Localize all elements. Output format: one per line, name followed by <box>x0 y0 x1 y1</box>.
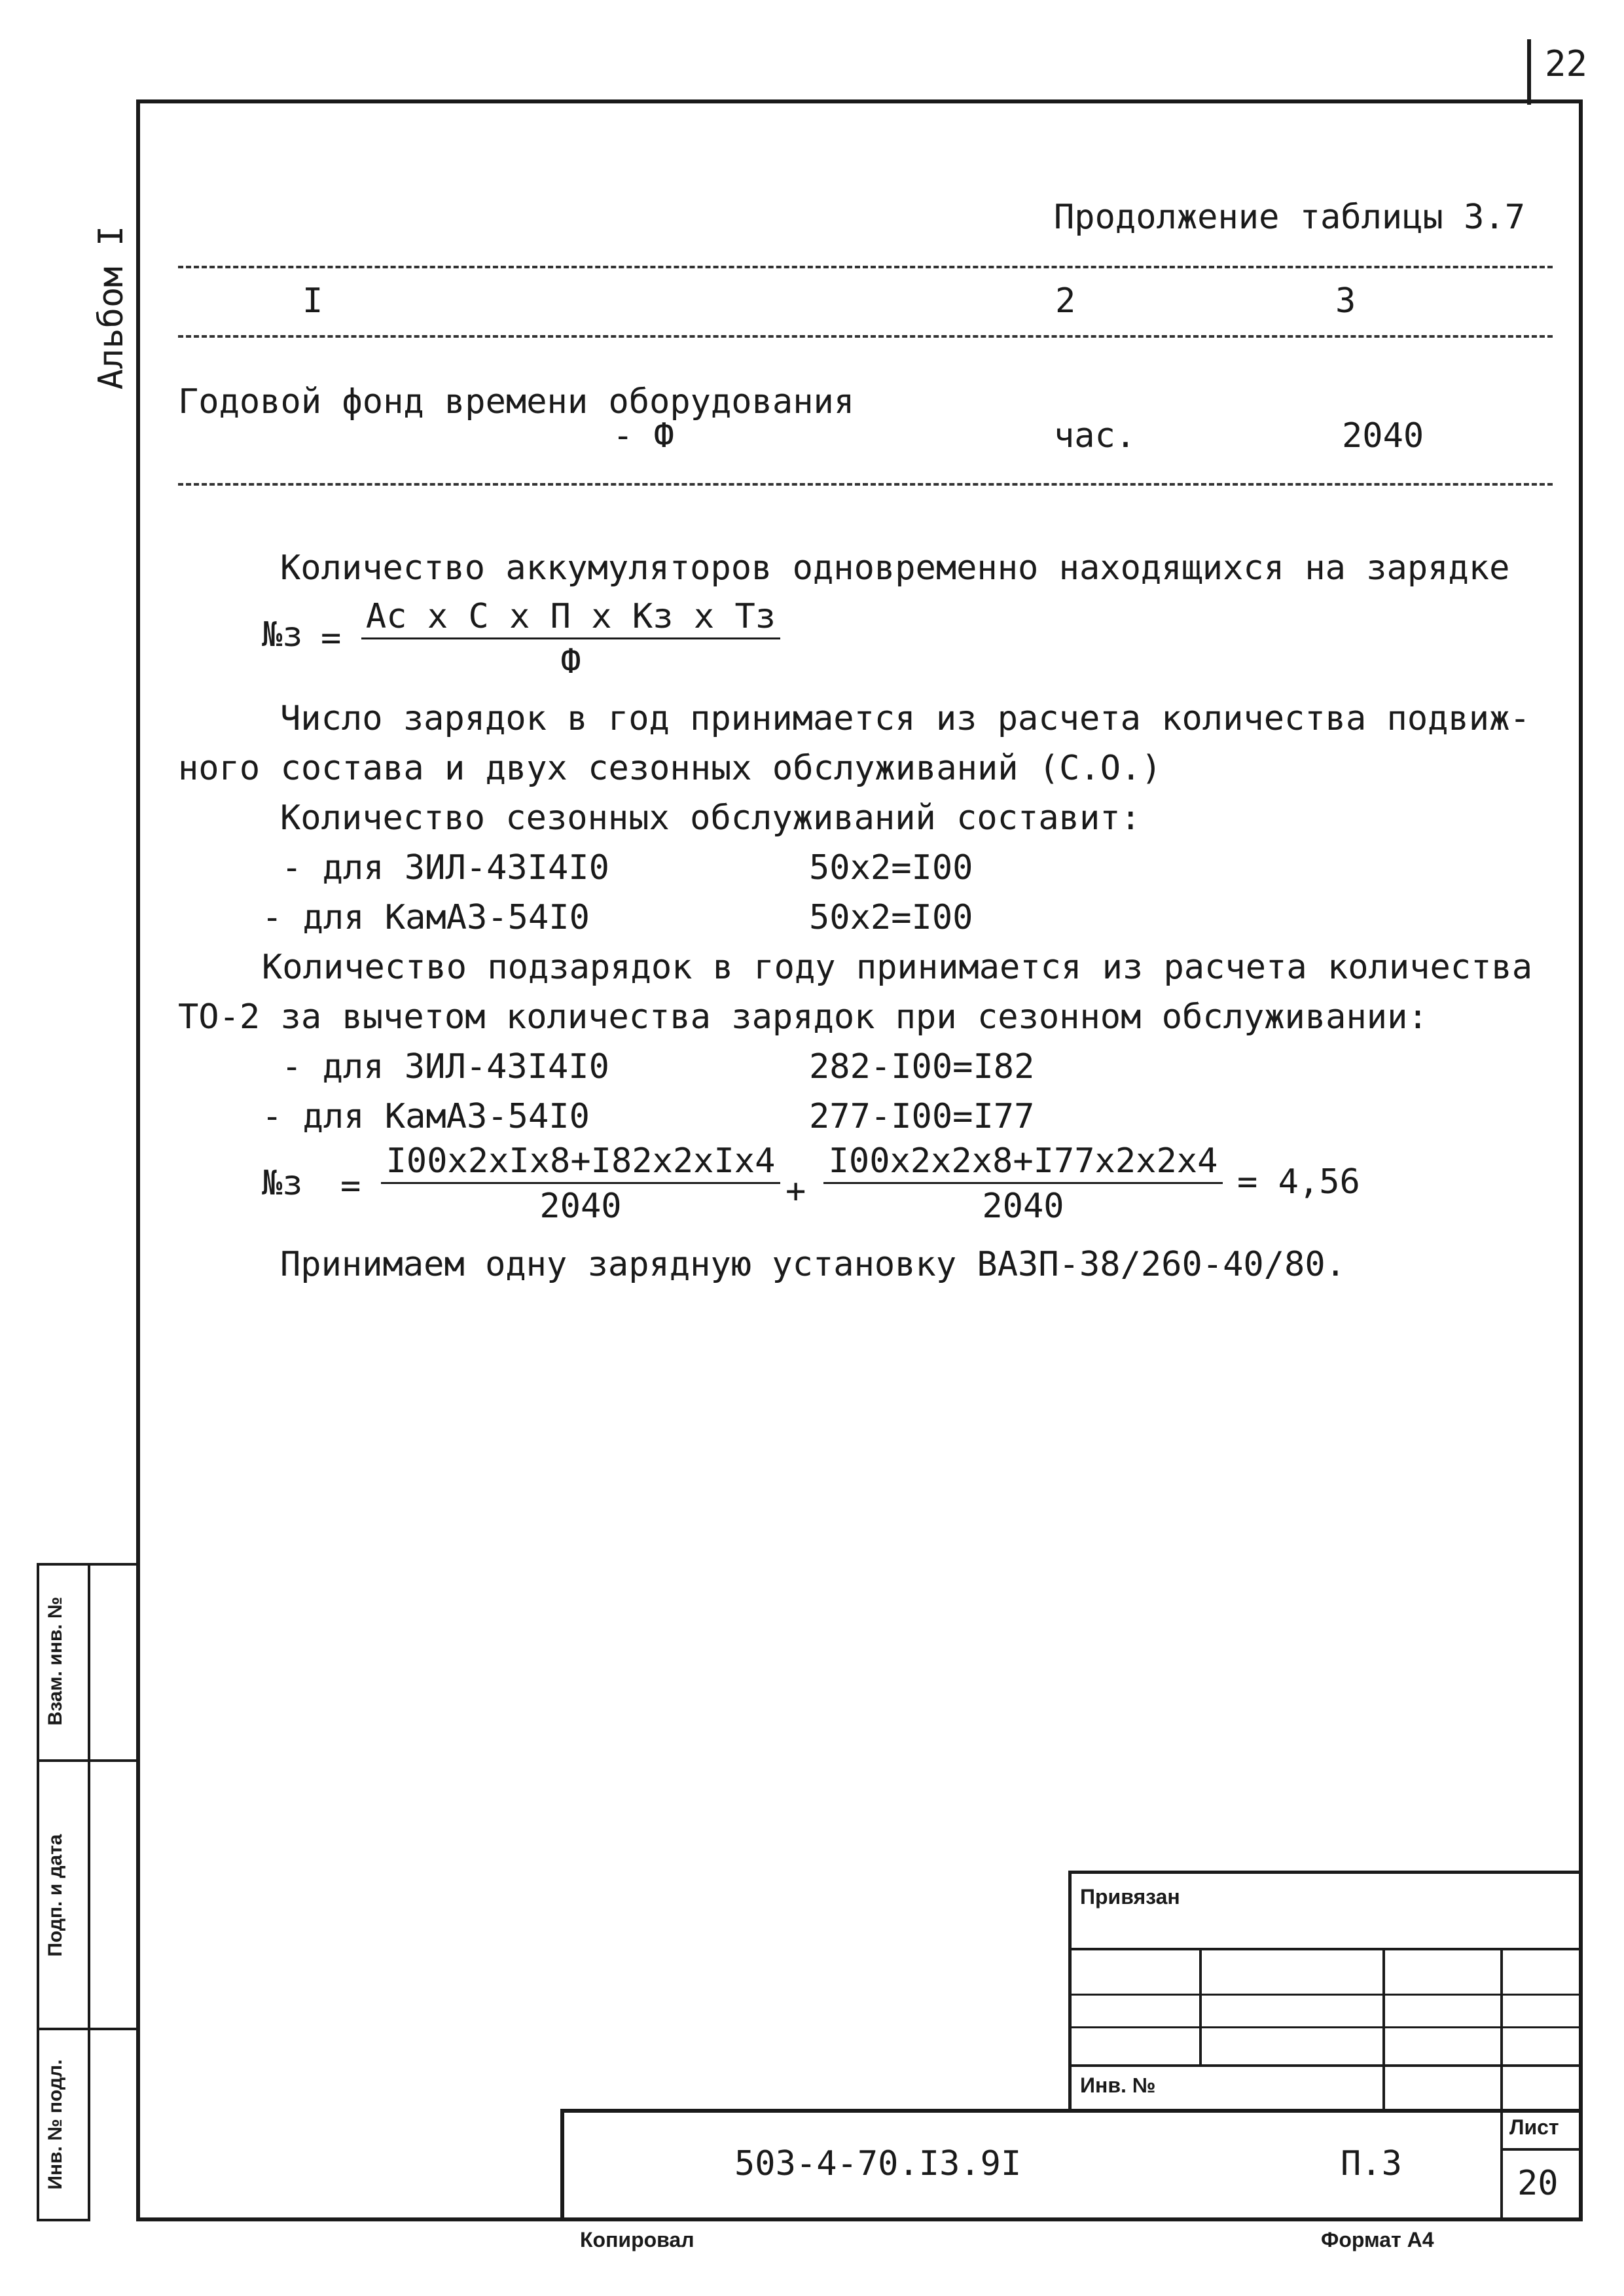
side-stamp-divider-1 <box>37 1759 139 1762</box>
paragraph-1: Количество аккумуляторов одновременно находящихся на зарядке <box>280 548 1510 588</box>
list2-item1-value: 282-I00=I82 <box>809 1047 1035 1086</box>
tb-row4 <box>1068 2064 1581 2067</box>
table-row-symbol: - Ф <box>613 416 674 456</box>
table-header-col1: I <box>302 281 323 321</box>
side-stamp-vzam: Взам. инв. № <box>45 1596 66 1726</box>
list1-item2-value: 50х2=I00 <box>809 898 973 937</box>
side-stamp-divider-v <box>88 1563 90 2221</box>
album-label: Альбом I <box>92 225 131 390</box>
formula2-frac2-denominator: 2040 <box>982 1187 1064 1226</box>
footer-format: Формат А4 <box>1321 2228 1434 2251</box>
table-continuation-title: Продолжение таблицы 3.7 <box>1054 198 1526 237</box>
sheet-label: Лист <box>1509 2115 1559 2139</box>
tb-privyazan: Привязан <box>1080 1885 1180 1909</box>
frame-bottom <box>136 2217 1583 2221</box>
formula1-numerator: Ас х С х П х Кз х Тз <box>361 597 780 639</box>
table-header-col3: 3 <box>1335 281 1356 321</box>
table-rule-top <box>178 266 1553 268</box>
tb-main-left <box>560 2109 564 2221</box>
doc-code: 503-4-70.I3.9I <box>734 2144 1022 2183</box>
table-row-unit: час. <box>1054 416 1136 456</box>
doc-section: П.3 <box>1341 2144 1402 2183</box>
table-rule-header <box>178 335 1553 338</box>
tb-col3 <box>1500 1948 1503 2217</box>
page-number: 22 <box>1545 43 1588 84</box>
list1-item1-label: - для ЗИЛ-43I4I0 <box>281 848 609 888</box>
formula1-eq: = <box>321 619 342 658</box>
formula2-frac1-numerator: I00х2хIх8+I82х2хIх4 <box>381 1141 780 1184</box>
sheet-number: 20 <box>1517 2164 1559 2203</box>
corner-mark <box>1527 39 1531 105</box>
paragraph-3: Количество сезонных обслуживаний составит: <box>280 798 1141 838</box>
formula2-fraction2 <box>823 1141 1223 1226</box>
tb-inv-no: Инв. № <box>1080 2073 1156 2097</box>
list1-item1-value: 50х2=I00 <box>809 848 973 888</box>
side-stamp-podp: Подп. и дата <box>45 1834 66 1957</box>
tb-row3 <box>1068 2026 1581 2028</box>
paragraph-2-line2: ного состава и двух сезонных обслуживаний (С.О.) <box>178 749 1162 788</box>
list1-item2-label: - для КамАЗ-54I0 <box>262 898 590 937</box>
tb-row2 <box>1068 1994 1581 1996</box>
paragraph-4-line1: Количество подзарядок в году принимается из расчета количества <box>262 948 1533 987</box>
tb-left <box>1068 1871 1072 2113</box>
formula1-fraction <box>361 597 780 681</box>
paragraph-4-line2: ТО-2 за вычетом количества зарядок при сезонном обслуживании: <box>178 997 1428 1037</box>
formula2-frac1-denominator: 2040 <box>539 1187 622 1226</box>
formula2-result: = 4,56 <box>1237 1162 1360 1202</box>
paragraph-5: Принимаем одну зарядную установку ВАЗП-38/260-40/80. <box>280 1245 1346 1284</box>
table-rule-bottom <box>178 483 1553 486</box>
footer-copied: Копировал <box>580 2228 695 2251</box>
list2-item2-value: 277-I00=I77 <box>809 1097 1035 1136</box>
table-header-col2: 2 <box>1055 281 1076 321</box>
frame-left <box>136 99 140 2221</box>
formula2-frac2-numerator: I00х2х2х8+I77х2х2х4 <box>823 1141 1223 1184</box>
frame-right <box>1579 99 1583 2221</box>
paragraph-2-line1: Число зарядок в год принимается из расчета количества подвиж- <box>280 699 1530 738</box>
list2-item2-label: - для КамАЗ-54I0 <box>262 1097 590 1136</box>
tb-main-top <box>560 2109 1581 2113</box>
side-stamp-tick-top <box>90 1563 139 1566</box>
tb-top <box>1068 1871 1581 1874</box>
sheet-divider <box>1500 2148 1581 2151</box>
table-row-name: Годовой фонд времени оборудования <box>178 382 855 422</box>
formula1-lhs: №з <box>262 615 303 655</box>
formula1-denominator: Ф <box>560 642 581 681</box>
frame-top <box>136 99 1583 103</box>
tb-col2 <box>1382 1948 1385 2113</box>
side-stamp-inv-podl: Инв. № подл. <box>45 2059 66 2190</box>
table-row-value: 2040 <box>1342 416 1424 456</box>
tb-row1 <box>1068 1948 1581 1950</box>
formula2-lhs: №з <box>262 1164 303 1203</box>
formula2-plus: + <box>785 1172 806 1211</box>
formula2-eq: = <box>340 1166 361 1206</box>
tb-col1 <box>1199 1948 1202 2066</box>
formula2-fraction1 <box>381 1141 780 1226</box>
list2-item1-label: - для ЗИЛ-43I4I0 <box>281 1047 609 1086</box>
